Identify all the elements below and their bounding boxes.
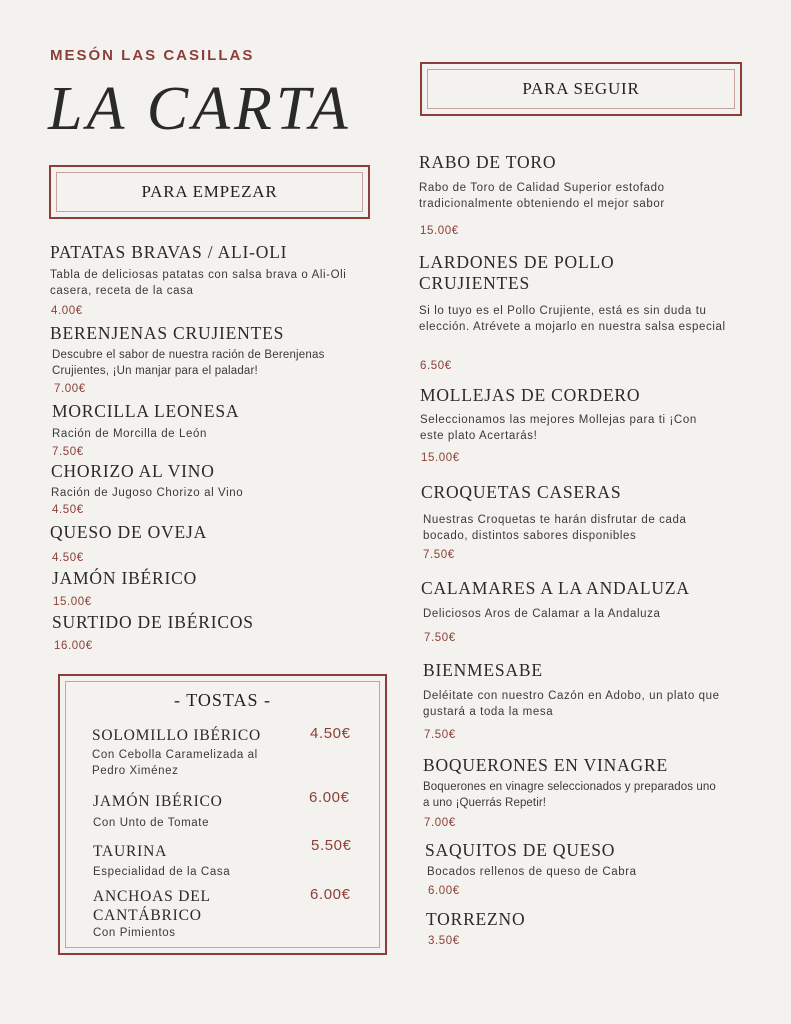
item-price: 4.00€ [51, 305, 83, 317]
menu-item [423, 755, 743, 811]
item-name: CROQUETAS CASERAS [421, 482, 622, 502]
menu-item [421, 578, 741, 622]
menu-item [52, 401, 352, 442]
menu-item [50, 323, 350, 379]
tosta-item [93, 887, 223, 941]
menu-item [50, 242, 350, 299]
menu-item [50, 522, 350, 543]
tosta-price: 6.00€ [309, 789, 350, 806]
tosta-name: ANCHOAS DEL CANTÁBRICO [93, 888, 211, 924]
section-header-para-seguir [420, 62, 742, 116]
section-title: PARA SEGUIR [427, 69, 735, 109]
restaurant-name: MESÓN LAS CASILLAS [50, 47, 255, 64]
menu-item [423, 660, 743, 720]
tosta-price: 6.00€ [310, 886, 351, 903]
item-price: 7.50€ [52, 446, 84, 458]
item-name: BOQUERONES EN VINAGRE [423, 755, 668, 775]
item-price: 6.50€ [420, 360, 452, 372]
item-name: SAQUITOS DE QUESO [425, 840, 616, 860]
item-name: JAMÓN IBÉRICO [52, 568, 198, 588]
item-description: Ración de Jugoso Chorizo al Vino [51, 487, 244, 499]
tosta-name: SOLOMILLO IBÉRICO [92, 727, 262, 744]
section-title: PARA EMPEZAR [56, 172, 363, 212]
item-description: Deliciosos Aros de Calamar a la Andaluza [423, 608, 661, 620]
item-price: 15.00€ [421, 452, 460, 464]
item-description: Boquerones en vinagre seleccionados y preparados uno a uno ¡Querrás Repetir! [423, 781, 716, 809]
tosta-name: JAMÓN IBÉRICO [93, 793, 223, 810]
item-name: MOLLEJAS DE CORDERO [420, 385, 641, 405]
item-description: Nuestras Croquetas te harán disfrutar de cada bocado, distintos sabores disponibles [423, 514, 687, 542]
item-description: Deléitate con nuestro Cazón en Adobo, un plato que gustará a toda la mesa [423, 690, 720, 718]
item-description: Ración de Morcilla de León [52, 428, 207, 440]
tosta-description: Con Cebolla Caramelizada al Pedro Ximénez [92, 749, 258, 777]
tostas-title [58, 690, 387, 711]
item-price: 4.50€ [52, 552, 84, 564]
item-price: 7.00€ [54, 383, 86, 395]
tosta-description: Con Unto de Tomate [93, 817, 210, 829]
menu-item [425, 840, 745, 880]
menu-item [420, 385, 740, 444]
item-price: 6.00€ [428, 885, 460, 897]
tosta-item [93, 842, 293, 880]
menu-item [421, 482, 741, 544]
item-description: Seleccionamos las mejores Mollejas para ti ¡Con este plato Acertarás! [420, 414, 697, 442]
item-name: TORREZNO [426, 909, 526, 929]
tostas-title-text: - TOSTAS - [174, 690, 271, 710]
tosta-price: 5.50€ [311, 837, 352, 854]
item-name: MORCILLA LEONESA [52, 401, 240, 421]
item-name: BIENMESABE [423, 660, 543, 680]
item-description: Descubre el sabor de nuestra ración de Berenjenas Crujientes, ¡Un manjar para el paladar! [52, 349, 325, 377]
item-name: SURTIDO DE IBÉRICOS [52, 612, 254, 632]
item-price: 15.00€ [420, 225, 459, 237]
tosta-item [92, 726, 292, 779]
tosta-item [93, 792, 293, 831]
item-name: QUESO DE OVEJA [50, 522, 208, 542]
tosta-name: TAURINA [93, 843, 168, 860]
section-header-para-empezar [49, 165, 370, 219]
item-description: Rabo de Toro de Calidad Superior estofado tradicionalmente obteniendo el mejor sabor [419, 182, 665, 210]
item-description: Bocados rellenos de queso de Cabra [427, 866, 637, 878]
item-price: 7.50€ [424, 632, 456, 644]
menu-item [52, 568, 352, 589]
menu-title: LA CARTA [48, 75, 352, 143]
menu-item [419, 252, 739, 335]
item-name: BERENJENAS CRUJIENTES [50, 323, 285, 343]
menu-item [419, 152, 739, 212]
item-name: LARDONES DE POLLO CRUJIENTES [419, 252, 615, 293]
menu-item [52, 612, 352, 633]
item-description: Si lo tuyo es el Pollo Crujiente, está es sin duda tu elección. Atrévete a mojarlo en nuestra salsa especial [419, 305, 726, 333]
item-description: Tabla de deliciosas patatas con salsa brava o Ali-Oli casera, receta de la casa [50, 269, 347, 297]
item-price: 3.50€ [428, 935, 460, 947]
menu-item [51, 461, 351, 501]
item-price: 7.00€ [424, 817, 456, 829]
tosta-description: Especialidad de la Casa [93, 866, 231, 878]
item-name: PATATAS BRAVAS / ALI-OLI [50, 242, 288, 262]
item-price: 7.50€ [423, 549, 455, 561]
item-name: CALAMARES A LA ANDALUZA [421, 578, 690, 598]
item-price: 4.50€ [52, 504, 84, 516]
item-name: CHORIZO AL VINO [51, 461, 215, 481]
tosta-price: 4.50€ [310, 725, 351, 742]
tosta-description: Con Pimientos [93, 927, 176, 939]
item-price: 15.00€ [53, 596, 92, 608]
item-name: RABO DE TORO [419, 152, 557, 172]
item-price: 16.00€ [54, 640, 93, 652]
menu-item [426, 909, 746, 930]
item-price: 7.50€ [424, 729, 456, 741]
